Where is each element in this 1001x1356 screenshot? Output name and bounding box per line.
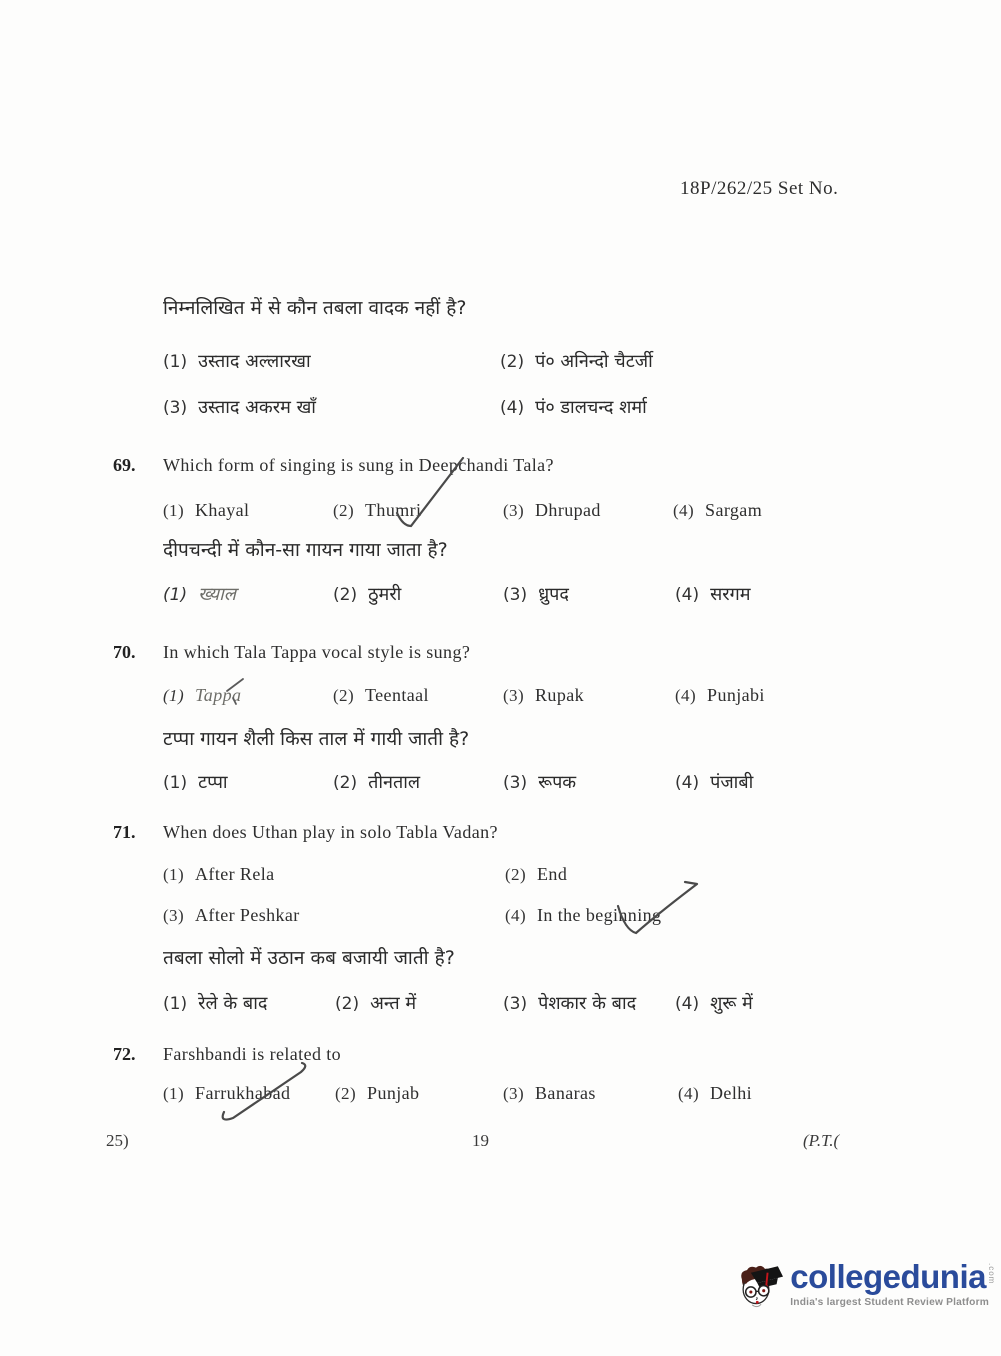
- option-label: पेशकार के बाद: [538, 993, 637, 1014]
- q68-options-row-2: [0, 395, 1001, 425]
- option-number: (4): [673, 501, 695, 520]
- q70-option-1-hindi: [163, 770, 228, 794]
- option-number: (2): [335, 994, 360, 1014]
- option-label: Punjabi: [707, 685, 765, 705]
- option-label: पंजाबी: [710, 772, 754, 793]
- page-number: 19: [472, 1131, 489, 1150]
- option-number: (3): [503, 773, 528, 793]
- option-label: अन्त में: [370, 993, 417, 1014]
- collegedunia-logo: [738, 1246, 996, 1346]
- q68-options-row-1: [0, 349, 1001, 379]
- option-label: टप्पा: [198, 772, 228, 793]
- q69-option-1-hindi: [163, 582, 236, 606]
- q69-question-english: Which form of singing is sung in Deepchandi Tala?: [163, 455, 554, 475]
- q70-option-3-hindi: [503, 770, 576, 794]
- q71-question-hindi: तबला सोलो में उठान कब बजायी जाती है?: [163, 947, 455, 969]
- option-label: रेले के बाद: [198, 993, 268, 1014]
- q69-option-3-hindi: [503, 582, 569, 606]
- q71-options-english-row-2: [0, 905, 1001, 935]
- option-label: उस्ताद अकरम खाँ: [198, 397, 316, 418]
- q70-option-4-hindi: [675, 770, 753, 794]
- q71-option-4-hindi: [675, 991, 753, 1015]
- option-number: (3): [503, 501, 525, 520]
- option-number: (1): [163, 585, 188, 605]
- q68-question-hindi: निम्नलिखित में से कौन तबला वादक नहीं है?: [163, 297, 467, 319]
- paper-code: 18P/262/25 Set No.: [680, 178, 839, 199]
- option-number: (3): [503, 686, 525, 705]
- q68-option-2: [500, 349, 653, 373]
- option-label: Thumri: [365, 500, 422, 520]
- option-label: ध्रुपद: [538, 584, 569, 605]
- option-label: In the beginning: [537, 905, 662, 925]
- option-number: (1): [163, 773, 188, 793]
- q70-option-2-hindi: [333, 770, 420, 794]
- option-number: (2): [335, 1084, 357, 1103]
- q72-option-3: [503, 1083, 596, 1104]
- q69-question-hindi: दीपचन्दी में कौन-सा गायन गाया जाता है?: [163, 539, 448, 561]
- option-number: (4): [675, 773, 700, 793]
- q71-option-2-hindi: [335, 991, 416, 1015]
- page-footer: [0, 1131, 1001, 1161]
- option-label: रूपक: [538, 772, 577, 793]
- option-number: (3): [163, 906, 185, 925]
- collegedunia-mascot-icon: [738, 1246, 784, 1338]
- option-label: After Peshkar: [195, 905, 300, 925]
- q69-option-4: [673, 500, 762, 521]
- q71-option-3: [163, 905, 300, 926]
- option-number: (3): [503, 994, 528, 1014]
- option-label: Farrukhabad: [195, 1083, 291, 1103]
- collegedunia-tagline: India's largest Student Review Platform: [790, 1297, 990, 1308]
- option-number: (3): [163, 398, 188, 418]
- q70-question-english: In which Tala Tappa vocal style is sung?: [163, 642, 471, 662]
- option-label: उस्ताद अल्लारखा: [198, 351, 311, 372]
- footer-pto: (P.T.(: [803, 1131, 840, 1150]
- option-number: (1): [163, 501, 185, 520]
- q72-options-english: [0, 1083, 1001, 1113]
- option-number: (4): [678, 1084, 700, 1103]
- option-label: ख्याल: [198, 584, 236, 605]
- q72-question-english: Farshbandi is related to: [163, 1044, 342, 1064]
- option-label: तीनताल: [368, 772, 421, 793]
- q70-option-3: [503, 685, 584, 706]
- q70-option-1: [163, 685, 241, 706]
- option-number: (2): [333, 773, 358, 793]
- option-number: (2): [333, 585, 358, 605]
- option-number: (1): [163, 994, 188, 1014]
- q70-question-line: [0, 642, 1001, 672]
- option-label: Punjab: [367, 1083, 420, 1103]
- option-label: Delhi: [710, 1083, 753, 1103]
- q71-number: 71.: [113, 822, 136, 842]
- option-label: Rupak: [535, 685, 585, 705]
- option-label: Sargam: [705, 500, 763, 520]
- q71-question-english: When does Uthan play in solo Tabla Vadan?: [163, 822, 498, 842]
- option-number: (3): [503, 1084, 525, 1103]
- q71-option-4: [505, 905, 661, 926]
- q70-number: 70.: [113, 642, 136, 662]
- option-label: Dhrupad: [535, 500, 601, 520]
- option-label: Tappa: [195, 685, 242, 705]
- option-number: (1): [163, 686, 185, 705]
- q71-options-english-row-1: [0, 864, 1001, 894]
- option-number: (2): [333, 501, 355, 520]
- q68-option-4: [500, 395, 647, 419]
- option-number: (2): [333, 686, 355, 705]
- q70-option-2: [333, 685, 429, 706]
- q70-option-4: [675, 685, 765, 706]
- q69-number: 69.: [113, 455, 136, 475]
- option-number: (4): [675, 686, 697, 705]
- option-number: (2): [505, 865, 527, 884]
- option-label: सरगम: [710, 584, 751, 605]
- q72-option-2: [335, 1083, 419, 1104]
- q70-options-hindi: [0, 770, 1001, 800]
- option-number: (1): [163, 865, 185, 884]
- q69-option-2: [333, 500, 421, 521]
- q71-option-2: [505, 864, 567, 885]
- q72-question-line: [0, 1044, 1001, 1074]
- collegedunia-tld-text: .com: [987, 1263, 996, 1285]
- option-label: पं० डालचन्द शर्मा: [535, 397, 647, 418]
- option-label: Teentaal: [365, 685, 429, 705]
- option-label: ठुमरी: [368, 584, 402, 605]
- q69-options-hindi: [0, 582, 1001, 612]
- q71-question-line: [0, 822, 1001, 852]
- option-number: (2): [500, 352, 525, 372]
- option-label: Banaras: [535, 1083, 596, 1103]
- footer-left-code: 25): [106, 1131, 129, 1150]
- option-number: (4): [675, 585, 700, 605]
- q69-option-3: [503, 500, 601, 521]
- q71-option-3-hindi: [503, 991, 636, 1015]
- option-label: पं० अनिन्दो चैटर्जी: [535, 351, 653, 372]
- option-number: (4): [505, 906, 527, 925]
- option-label: After Rela: [195, 864, 275, 884]
- option-number: (4): [675, 994, 700, 1014]
- q69-options-english: [0, 500, 1001, 530]
- option-number: (1): [163, 352, 188, 372]
- option-label: Khayal: [195, 500, 250, 520]
- q69-option-1: [163, 500, 249, 521]
- option-number: (1): [163, 1084, 185, 1103]
- q68-option-1: [163, 349, 311, 373]
- q72-option-1: [163, 1083, 290, 1104]
- q71-option-1-hindi: [163, 991, 267, 1015]
- option-number: (4): [500, 398, 525, 418]
- collegedunia-brand-text: collegedunia: [790, 1258, 986, 1295]
- q71-options-hindi: [0, 991, 1001, 1021]
- option-label: End: [537, 864, 568, 884]
- q69-option-2-hindi: [333, 582, 401, 606]
- option-number: (3): [503, 585, 528, 605]
- q70-options-english: [0, 685, 1001, 715]
- q68-option-3: [163, 395, 316, 419]
- q72-number: 72.: [113, 1044, 136, 1064]
- q69-question-line: [0, 455, 1001, 485]
- q69-option-4-hindi: [675, 582, 751, 606]
- option-label: शुरू में: [710, 993, 753, 1014]
- q71-option-1: [163, 864, 275, 885]
- q72-option-4: [678, 1083, 752, 1104]
- q70-question-hindi: टप्पा गायन शैली किस ताल में गायी जाती है?: [163, 728, 470, 750]
